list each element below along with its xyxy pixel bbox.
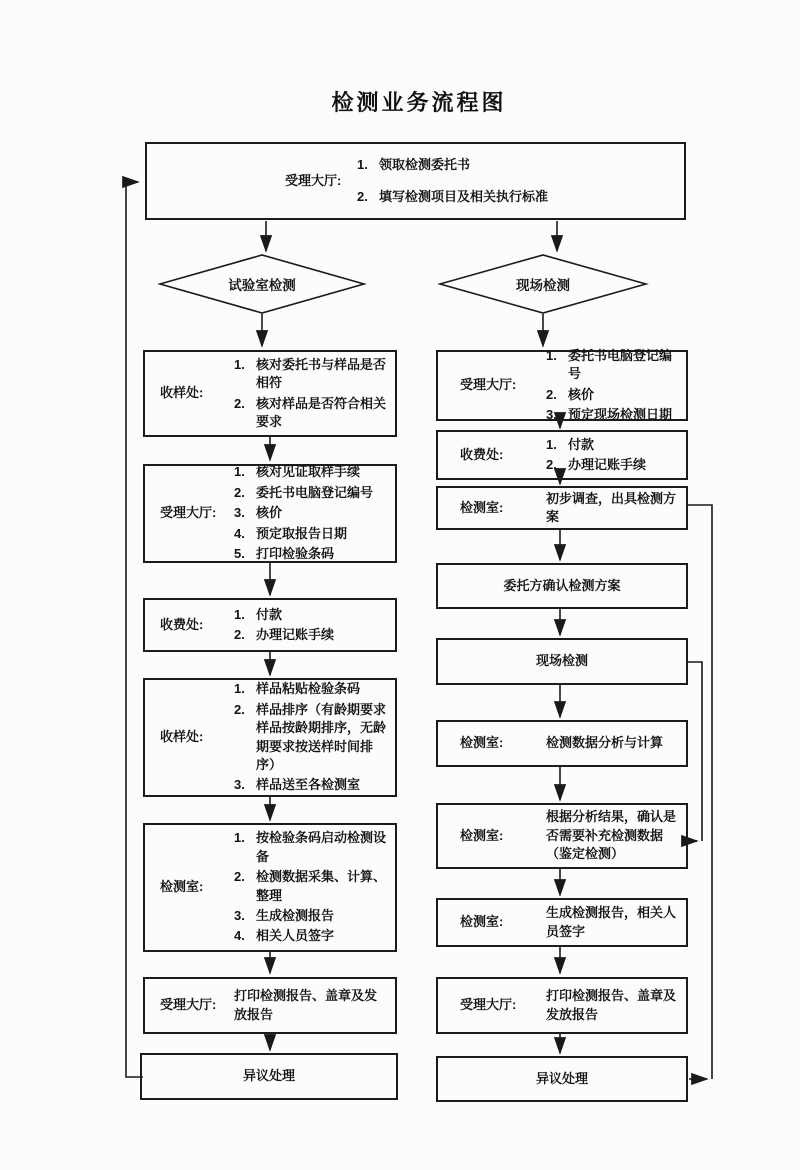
list-item — [234, 868, 389, 905]
page-title: 检测业务流程图 — [331, 90, 507, 115]
item-number: 2. — [546, 386, 557, 402]
decision-onsite-test-label: 现场检测 — [516, 278, 570, 293]
list-item — [234, 525, 389, 543]
item-number: 2. — [546, 457, 557, 472]
list-item — [234, 680, 389, 698]
item-text: 样品送至各检测室 — [256, 777, 361, 793]
item-text: 样品粘贴检验条码 — [256, 681, 361, 697]
feedback-right-dispute-to-survey — [688, 505, 712, 1079]
box-label: 受理大厅: — [160, 505, 217, 521]
list-item — [234, 545, 389, 563]
item-number: 4. — [234, 525, 245, 541]
item-number: 2. — [234, 701, 245, 717]
list-item — [357, 156, 678, 174]
item-number: 2. — [234, 627, 245, 642]
box-onsite-testing — [436, 638, 688, 685]
list-item — [546, 386, 680, 404]
list-item — [234, 927, 389, 945]
box-label: 收样处: — [160, 729, 204, 745]
box-label: 受理大厅: — [460, 997, 517, 1013]
box-text: 异议处理 — [242, 1068, 295, 1084]
box-supplement-decision — [436, 803, 688, 869]
box-reception-onsite — [436, 347, 688, 422]
item-text: 按检验条码启动检测设备 — [256, 830, 387, 864]
item-number: 3. — [234, 505, 245, 521]
item-number: 2. — [357, 188, 368, 204]
item-text: 核对委托书与样品是否相符 — [256, 356, 387, 391]
item-text: 检测数据采集、计算、整理 — [256, 869, 387, 903]
list-item — [546, 347, 680, 384]
item-text: 填写检测项目及相关执行标准 — [379, 188, 549, 204]
item-text: 相关人员签字 — [256, 928, 335, 944]
box-reception-procedures — [143, 464, 397, 563]
list-item — [546, 436, 680, 454]
box-text: 现场检测 — [535, 653, 588, 669]
list-item — [234, 829, 389, 866]
list-item — [234, 356, 389, 393]
list-item — [357, 188, 678, 206]
box-sample-check — [143, 350, 397, 437]
item-number: 3. — [234, 907, 245, 923]
item-text: 核对见证取样手续 — [256, 464, 361, 480]
box-label: 受理大厅: — [285, 172, 342, 188]
box-text: 初步调查，出具检测方案 — [546, 490, 677, 524]
box-text: 委托方确认检测方案 — [503, 577, 621, 593]
feedback-left-dispute-to-reception — [126, 182, 143, 1077]
list-item — [234, 907, 389, 925]
item-number: 2. — [234, 395, 245, 411]
box-label: 收样处: — [160, 385, 204, 401]
item-number: 1. — [234, 464, 245, 480]
list-item — [234, 626, 389, 644]
box-client-confirm-plan — [436, 563, 688, 609]
item-text: 预定取报告日期 — [256, 525, 348, 541]
item-text: 委托书电脑登记编号 — [568, 347, 673, 382]
box-sample-sorting — [143, 678, 397, 797]
feedback-supplement-to-onsite — [688, 662, 702, 841]
box-text: 打印检测报告、盖章及发放报告 — [234, 988, 378, 1022]
list-item — [234, 395, 389, 432]
box-report-generate — [436, 898, 688, 947]
box-label: 受理大厅: — [460, 377, 517, 393]
item-text: 核价 — [256, 505, 283, 521]
list-item — [234, 606, 389, 624]
item-number: 2. — [234, 869, 245, 885]
list-item — [234, 463, 389, 481]
box-reception-hall — [145, 142, 686, 220]
box-payment-right — [436, 430, 688, 480]
box-preliminary-survey — [436, 486, 688, 530]
box-text: 打印检测报告、盖章及发放报告 — [546, 988, 677, 1022]
item-text: 办理记账手续 — [568, 457, 647, 472]
item-number: 1. — [234, 606, 245, 622]
box-label: 检测室: — [460, 914, 504, 930]
box-label: 收费处: — [460, 446, 504, 462]
item-number: 3. — [546, 406, 557, 422]
box-data-analysis — [436, 720, 688, 767]
box-label: 检测室: — [460, 827, 504, 843]
item-text: 委托书电脑登记编号 — [256, 484, 374, 500]
item-number: 1. — [234, 681, 245, 697]
item-number: 1. — [234, 356, 245, 372]
list-item — [234, 504, 389, 522]
list-item — [234, 776, 389, 794]
box-payment-left — [143, 598, 397, 652]
box-label: 检测室: — [460, 735, 504, 751]
item-text: 核对样品是否符合相关要求 — [256, 395, 387, 429]
item-number: 4. — [234, 928, 245, 944]
item-number: 1. — [546, 347, 557, 363]
box-dispute-left — [140, 1053, 398, 1100]
list-item — [234, 484, 389, 502]
item-text: 打印检验条码 — [256, 546, 335, 562]
box-label: 受理大厅: — [160, 997, 217, 1013]
item-text: 付款 — [568, 436, 595, 452]
box-label: 检测室: — [460, 499, 504, 515]
box-report-issue-right — [436, 977, 688, 1034]
item-text: 生成检测报告 — [256, 907, 335, 923]
item-number: 1. — [234, 830, 245, 846]
box-label: 检测室: — [160, 879, 204, 895]
item-text: 付款 — [256, 606, 283, 622]
box-label: 收费处: — [160, 616, 204, 632]
box-report-issue-left — [143, 977, 397, 1034]
item-text: 领取检测委托书 — [379, 157, 471, 173]
item-text: 核价 — [568, 386, 595, 402]
box-text: 生成检测报告，相关人员签字 — [546, 905, 677, 939]
item-text: 预定现场检测日期 — [568, 406, 673, 422]
decision-laboratory-test-label: 试验室检测 — [228, 278, 296, 293]
box-text: 检测数据分析与计算 — [546, 735, 664, 751]
list-item — [546, 406, 680, 424]
box-testing-room-left — [143, 823, 397, 952]
box-text: 根据分析结果，确认是否需要补充检测数据（鉴定检测） — [546, 809, 677, 862]
item-number: 1. — [546, 436, 557, 452]
item-text: 样品排序（有龄期要求样品按龄期排序，无龄期要求按送样时间排序） — [256, 701, 387, 772]
item-number: 2. — [234, 484, 245, 500]
list-item — [234, 701, 389, 775]
item-number: 1. — [357, 157, 368, 173]
item-number: 5. — [234, 546, 245, 562]
box-dispute-right — [436, 1056, 688, 1102]
box-text: 异议处理 — [535, 1070, 588, 1086]
item-text: 办理记账手续 — [256, 627, 335, 642]
item-number: 3. — [234, 777, 245, 793]
list-item — [546, 456, 680, 474]
